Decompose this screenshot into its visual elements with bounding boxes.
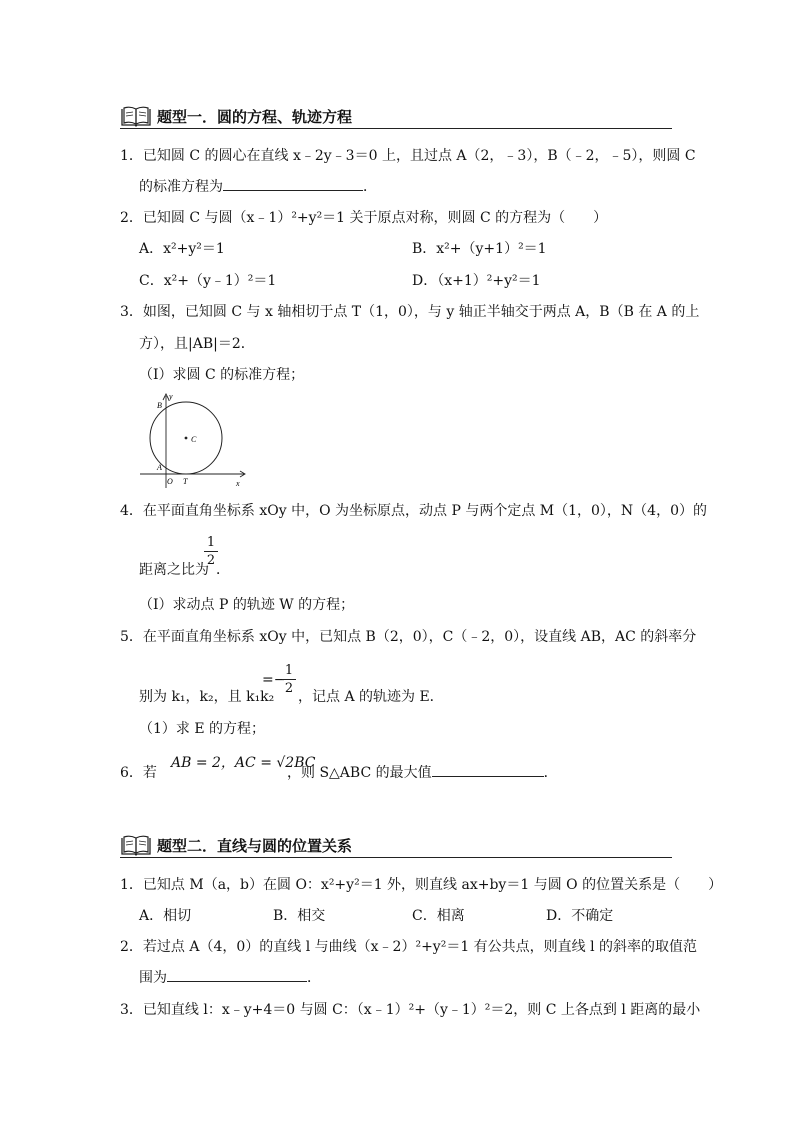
- fraction-numerator: 1: [206, 535, 216, 550]
- answer-blank[interactable]: [432, 762, 544, 777]
- section-title: 题型二．直线与圆的位置关系: [157, 837, 353, 855]
- option-c[interactable]: C．相离: [412, 908, 465, 924]
- question-6-middle: ，则 S△ABC 的最大值: [287, 765, 432, 781]
- question-5-line-2-prefix: 别为 k₁，k₂，且 k₁k₂: [139, 689, 275, 705]
- fraction-one-half: [282, 663, 296, 696]
- fraction-denominator: 2: [206, 553, 216, 568]
- question-4-period: ．: [216, 562, 230, 578]
- answer-blank[interactable]: [223, 176, 363, 191]
- question-1-suffix: ．: [363, 179, 377, 195]
- question-6-body: [287, 762, 558, 782]
- option-a[interactable]: A．x²+y²＝1: [139, 241, 225, 257]
- question-3-line-1: 3．如图，已知圆 C 与 x 轴相切于点 T（1，0），与 y 轴正半轴交于两点 A，B（B 在 A 的上: [120, 304, 700, 320]
- book-icon: [120, 105, 152, 127]
- option-b[interactable]: B．相交: [273, 908, 326, 924]
- question-6-prefix: 6．若: [120, 765, 157, 781]
- book-icon: [120, 834, 152, 856]
- question-3-line-2: 方），且|AB|＝2．: [139, 336, 255, 352]
- question-4-line-1: 4．在平面直角坐标系 xOy 中，O 为坐标原点，动点 P 与两个定点 M（1，0），N（4，0）的: [120, 503, 707, 519]
- section-title: 题型一．圆的方程、轨迹方程: [157, 108, 353, 126]
- question-6: [120, 762, 157, 782]
- label-b: B: [157, 401, 162, 410]
- question-5-equals: =−: [262, 672, 286, 688]
- section-divider: [120, 857, 672, 858]
- section-2-question-2-line-1: 2．若过点 A（4，0）的直线 l 与曲线（x﹣2）²+y²＝1 有公共点，则直线 l 的斜率的取值范: [120, 939, 698, 955]
- question-6-suffix: ．: [543, 765, 558, 781]
- center-point: [185, 437, 188, 440]
- section-2-question-2-prefix: 围为: [139, 970, 167, 986]
- label-x: x: [236, 479, 240, 488]
- question-4-prefix: 距离之比为: [139, 562, 209, 578]
- circle-figure: [140, 390, 250, 490]
- question-4-line-2: [139, 559, 209, 579]
- answer-blank[interactable]: [167, 967, 307, 982]
- section-2-question-3-line-1: 3．已知直线 l：x﹣y+4＝0 与圆 C：（x﹣1）²+（y﹣1）²＝2，则 C 上各点到 l 距离的最小: [120, 1002, 701, 1018]
- section-divider: [120, 128, 672, 129]
- question-1-line-2: [139, 176, 377, 196]
- option-b[interactable]: B．x²+（y+1）²＝1: [412, 241, 547, 257]
- label-y: y: [169, 392, 173, 401]
- label-t: T: [183, 477, 188, 486]
- question-5-line-2-suffix: ，记点 A 的轨迹为 E．: [298, 689, 444, 705]
- question-1-prefix: 的标准方程为: [139, 179, 223, 195]
- question-5-line-1: 5．在平面直角坐标系 xOy 中，已知点 B（2，0），C（﹣2，0），设直线 AB，AC 的斜率分: [120, 629, 697, 645]
- question-5-part-1: （1）求 E 的方程；: [139, 721, 266, 737]
- fraction-numerator: 1: [284, 663, 294, 678]
- option-d[interactable]: D．（x+1）²+y²＝1: [412, 273, 541, 289]
- section-2-question-2-suffix: ．: [307, 970, 321, 986]
- question-3-part-1: （Ⅰ）求圆 C 的标准方程；: [139, 367, 305, 383]
- fraction-denominator: 2: [284, 681, 294, 696]
- option-a[interactable]: A．相切: [139, 908, 192, 924]
- question-4-part-1: （Ⅰ）求动点 P 的轨迹 W 的方程；: [139, 597, 355, 613]
- option-c[interactable]: C．x²+（y﹣1）²＝1: [139, 273, 277, 289]
- section-2-question-2-line-2: [139, 967, 321, 987]
- label-a: A: [157, 463, 162, 472]
- question-2-stem: 2．已知圆 C 与圆（x﹣1）²+y²＝1 关于原点对称，则圆 C 的方程为（ ）: [120, 210, 608, 226]
- section-2-question-1-stem: 1．已知点 M（a，b）在圆 O：x²+y²＝1 外，则直线 ax+by＝1 与圆 O 的位置关系是（ ）: [120, 877, 723, 893]
- label-c: C: [191, 435, 197, 444]
- option-d[interactable]: D．不确定: [546, 908, 614, 924]
- label-o: O: [167, 477, 173, 486]
- question-6-condition: AB = 2，AC = √2BC: [171, 755, 316, 771]
- question-1-line-1: 1．已知圆 C 的圆心在直线 x﹣2y﹣3＝0 上，且过点 A（2，﹣3），B（﹣2，﹣5），则圆 C: [120, 148, 696, 164]
